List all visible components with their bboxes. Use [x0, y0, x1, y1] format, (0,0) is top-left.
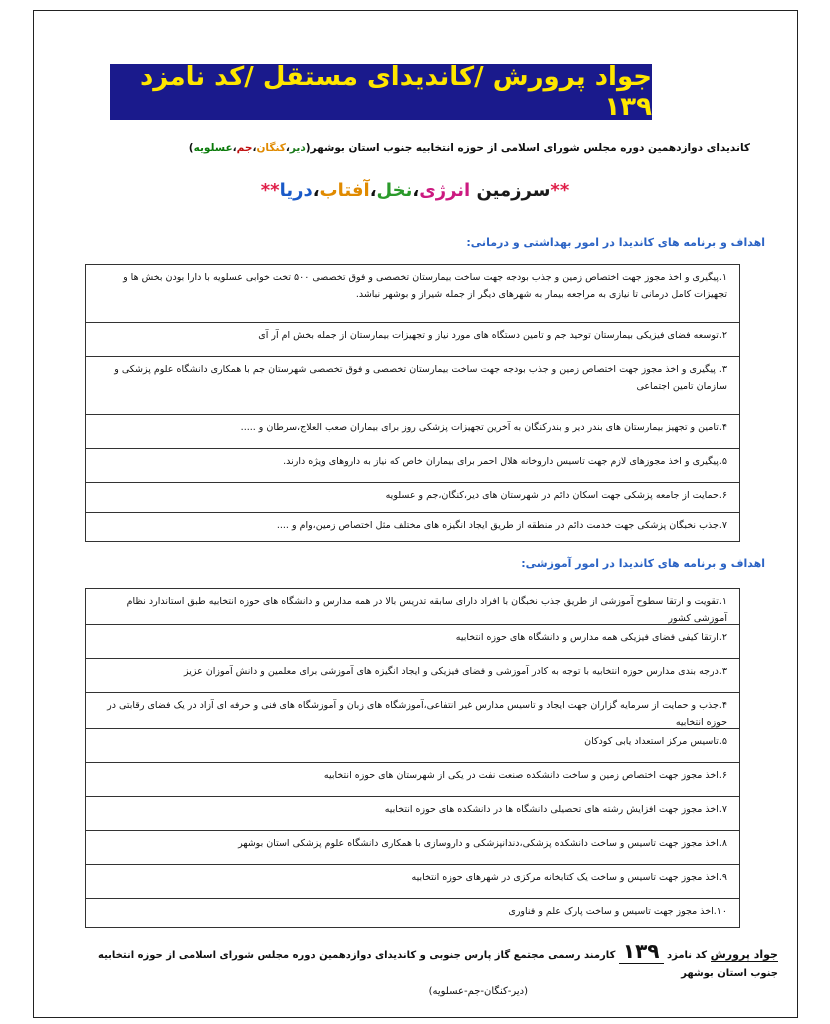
education-item-4: ۴.جذب و حمایت از سرمایه گزاران جهت ایجاد و تاسیس مدارس غیر انتفاعی،آموزشگاه های زبان و آموزشگاه های فنی و حرفه ای آزاد در یک فضای رقابتی در حوزه انتخابیه [86, 693, 739, 729]
footer [98, 939, 778, 1001]
health-heading: اهداف و برنامه های کاندیدا در امور بهداشتی و درمانی: [466, 236, 765, 249]
slogan-word-1: سرزمین [470, 180, 551, 201]
slogan-word-5: دریا [279, 180, 313, 201]
subtitle-city-1: دیر [289, 142, 306, 154]
subtitle-city-3: جم [236, 142, 253, 154]
education-item-8: ۸.اخذ مجوز جهت تاسیس و ساخت دانشکده پزشکی،دندانپزشکی و داروسازی با همکاری دانشگاه علوم پزشکی استان بوشهر [86, 831, 739, 865]
subtitle-close: ) [188, 142, 194, 154]
education-item-2: ۲.ارتقا کیفی فضای فیزیکی همه مدارس و دانشگاه های حوزه انتخابیه [86, 625, 739, 659]
education-item-1: ۱.تقویت و ارتقا سطوح آموزشی از طریق جذب نخبگان با افراد دارای سابقه تدریس بالا در همه مدارس و دانشگاه های حوزه انتخابیه طبق استاندارد نظام آموزشی کشور [86, 589, 739, 625]
health-item-1: ۱.پیگیری و اخذ مجوز جهت اختصاص زمین و جذب بودجه جهت ساخت بیمارستان تخصصی و فوق تخصصی ۵۰۰ تخت خوابی عسلویه با دارا بودن بخش ها و تجهیزات کامل درمانی تا نیازی به مراجعه بیمار به شهرهای دیگر از جمله شیراز و بوشهر نباشد. [86, 265, 739, 323]
health-item-6: ۶.حمایت از جامعه پزشکی جهت اسکان دائم در شهرستان های دیر،کنگان،جم و عسلویه [86, 483, 739, 513]
subtitle: کاندیدای دوازدهمین دوره مجلس شورای اسلامی از حوزه انتخابیه جنوب استان بوشهر(دیر،کنگان،جم،عسلویه) [188, 142, 750, 154]
title-banner [110, 64, 652, 120]
health-item-4: ۴.تامین و تجهیز بیمارستان های بندر دیر و بندرکنگان به آخرین تجهیزات پزشکی روز برای بیماران صعب العلاج،سرطان و ..... [86, 415, 739, 449]
footer-code: ۱۳۹ [619, 939, 664, 964]
footer-desc: کارمند رسمی مجتمع گاز پارس جنوبی و کاندیدای دوازدهمین دوره مجلس شورای اسلامی از حوزه انتخابیه جنوب استان بوشهر [98, 950, 778, 979]
slogan-word-3: نخل [376, 180, 413, 201]
education-item-7: ۷.اخذ مجوز جهت افزایش رشته های تحصیلی دانشگاه ها در دانشکده های حوزه انتخابیه [86, 797, 739, 831]
footer-code-label: کد نامزد [663, 950, 711, 961]
education-item-3: ۳.درجه بندی مدارس حوزه انتخابیه با توجه به کادر آموزشی و فضای فیزیکی و ایجاد انگیزه های آموزشی برای معلمین و دانش آموزان عزیز [86, 659, 739, 693]
education-item-9: ۹.اخذ مجوز جهت تاسیس و ساخت یک کتابخانه مرکزی در شهرهای حوزه انتخابیه [86, 865, 739, 899]
health-item-7: ۷.جذب نخبگان پزشکی جهت خدمت دائم در منطقه از طریق ایجاد انگیزه های مختلف مثل اختصاص زمین،وام و .... [276, 520, 727, 531]
education-item-5: ۵.تاسیس مرکز استعداد یابی کودکان [86, 729, 739, 763]
health-item-5: ۵.پیگیری و اخذ مجوزهای لازم جهت تاسیس داروخانه هلال احمر برای بیماران خاص که نیاز به داروهای ویژه دارند. [86, 449, 739, 483]
subtitle-city-4: عسلویه [193, 142, 233, 154]
education-table [85, 588, 740, 928]
footer-cities: (دیر-کنگان-جم-عسلویه) [428, 986, 528, 997]
education-heading: اهداف و برنامه های کاندیدا در امور آموزشی: [521, 557, 765, 570]
education-item-6: ۶.اخذ مجوز جهت اختصاص زمین و ساخت دانشکده صنعت نفت در یکی از شهرستان های حوزه انتخابیه [86, 763, 739, 797]
slogan-stars-close: ** [260, 180, 280, 201]
health-item-2: ۲.توسعه فضای فیزیکی بیمارستان توحید جم و تامین دستگاه های مورد نیاز و تجهیزات بیمارستان از جمله بخش ام آر آی [86, 323, 739, 357]
subtitle-city-2: کنگان [256, 142, 286, 154]
slogan: **سرزمین انرژی،نخل،آفتاب،دریا** [260, 180, 570, 201]
education-item-10: ۱۰.اخذ مجوز جهت تاسیس و ساخت پارک علم و فناوری [508, 906, 727, 917]
subtitle-main: کاندیدای دوازدهمین دوره مجلس شورای اسلامی از حوزه انتخابیه جنوب استان بوشهر( [305, 142, 750, 154]
slogan-stars-open: ** [550, 180, 570, 201]
slogan-word-4: آفتاب [319, 180, 370, 201]
health-table [85, 264, 740, 542]
health-item-3: ۳. پیگیری و اخذ مجوز جهت اختصاص زمین و جذب بودجه جهت ساخت بیمارستان تخصصی و فوق تخصصی شهرستان جم با همکاری دانشگاه علوم پزشکی و سازمان تامین اجتماعی [86, 357, 739, 415]
footer-name: جواد پرورش [710, 948, 778, 961]
banner-title: جواد پرورش /کاندیدای مستقل /کد نامزد ۱۳۹ [139, 62, 652, 122]
slogan-word-2: انرژی [419, 180, 471, 201]
